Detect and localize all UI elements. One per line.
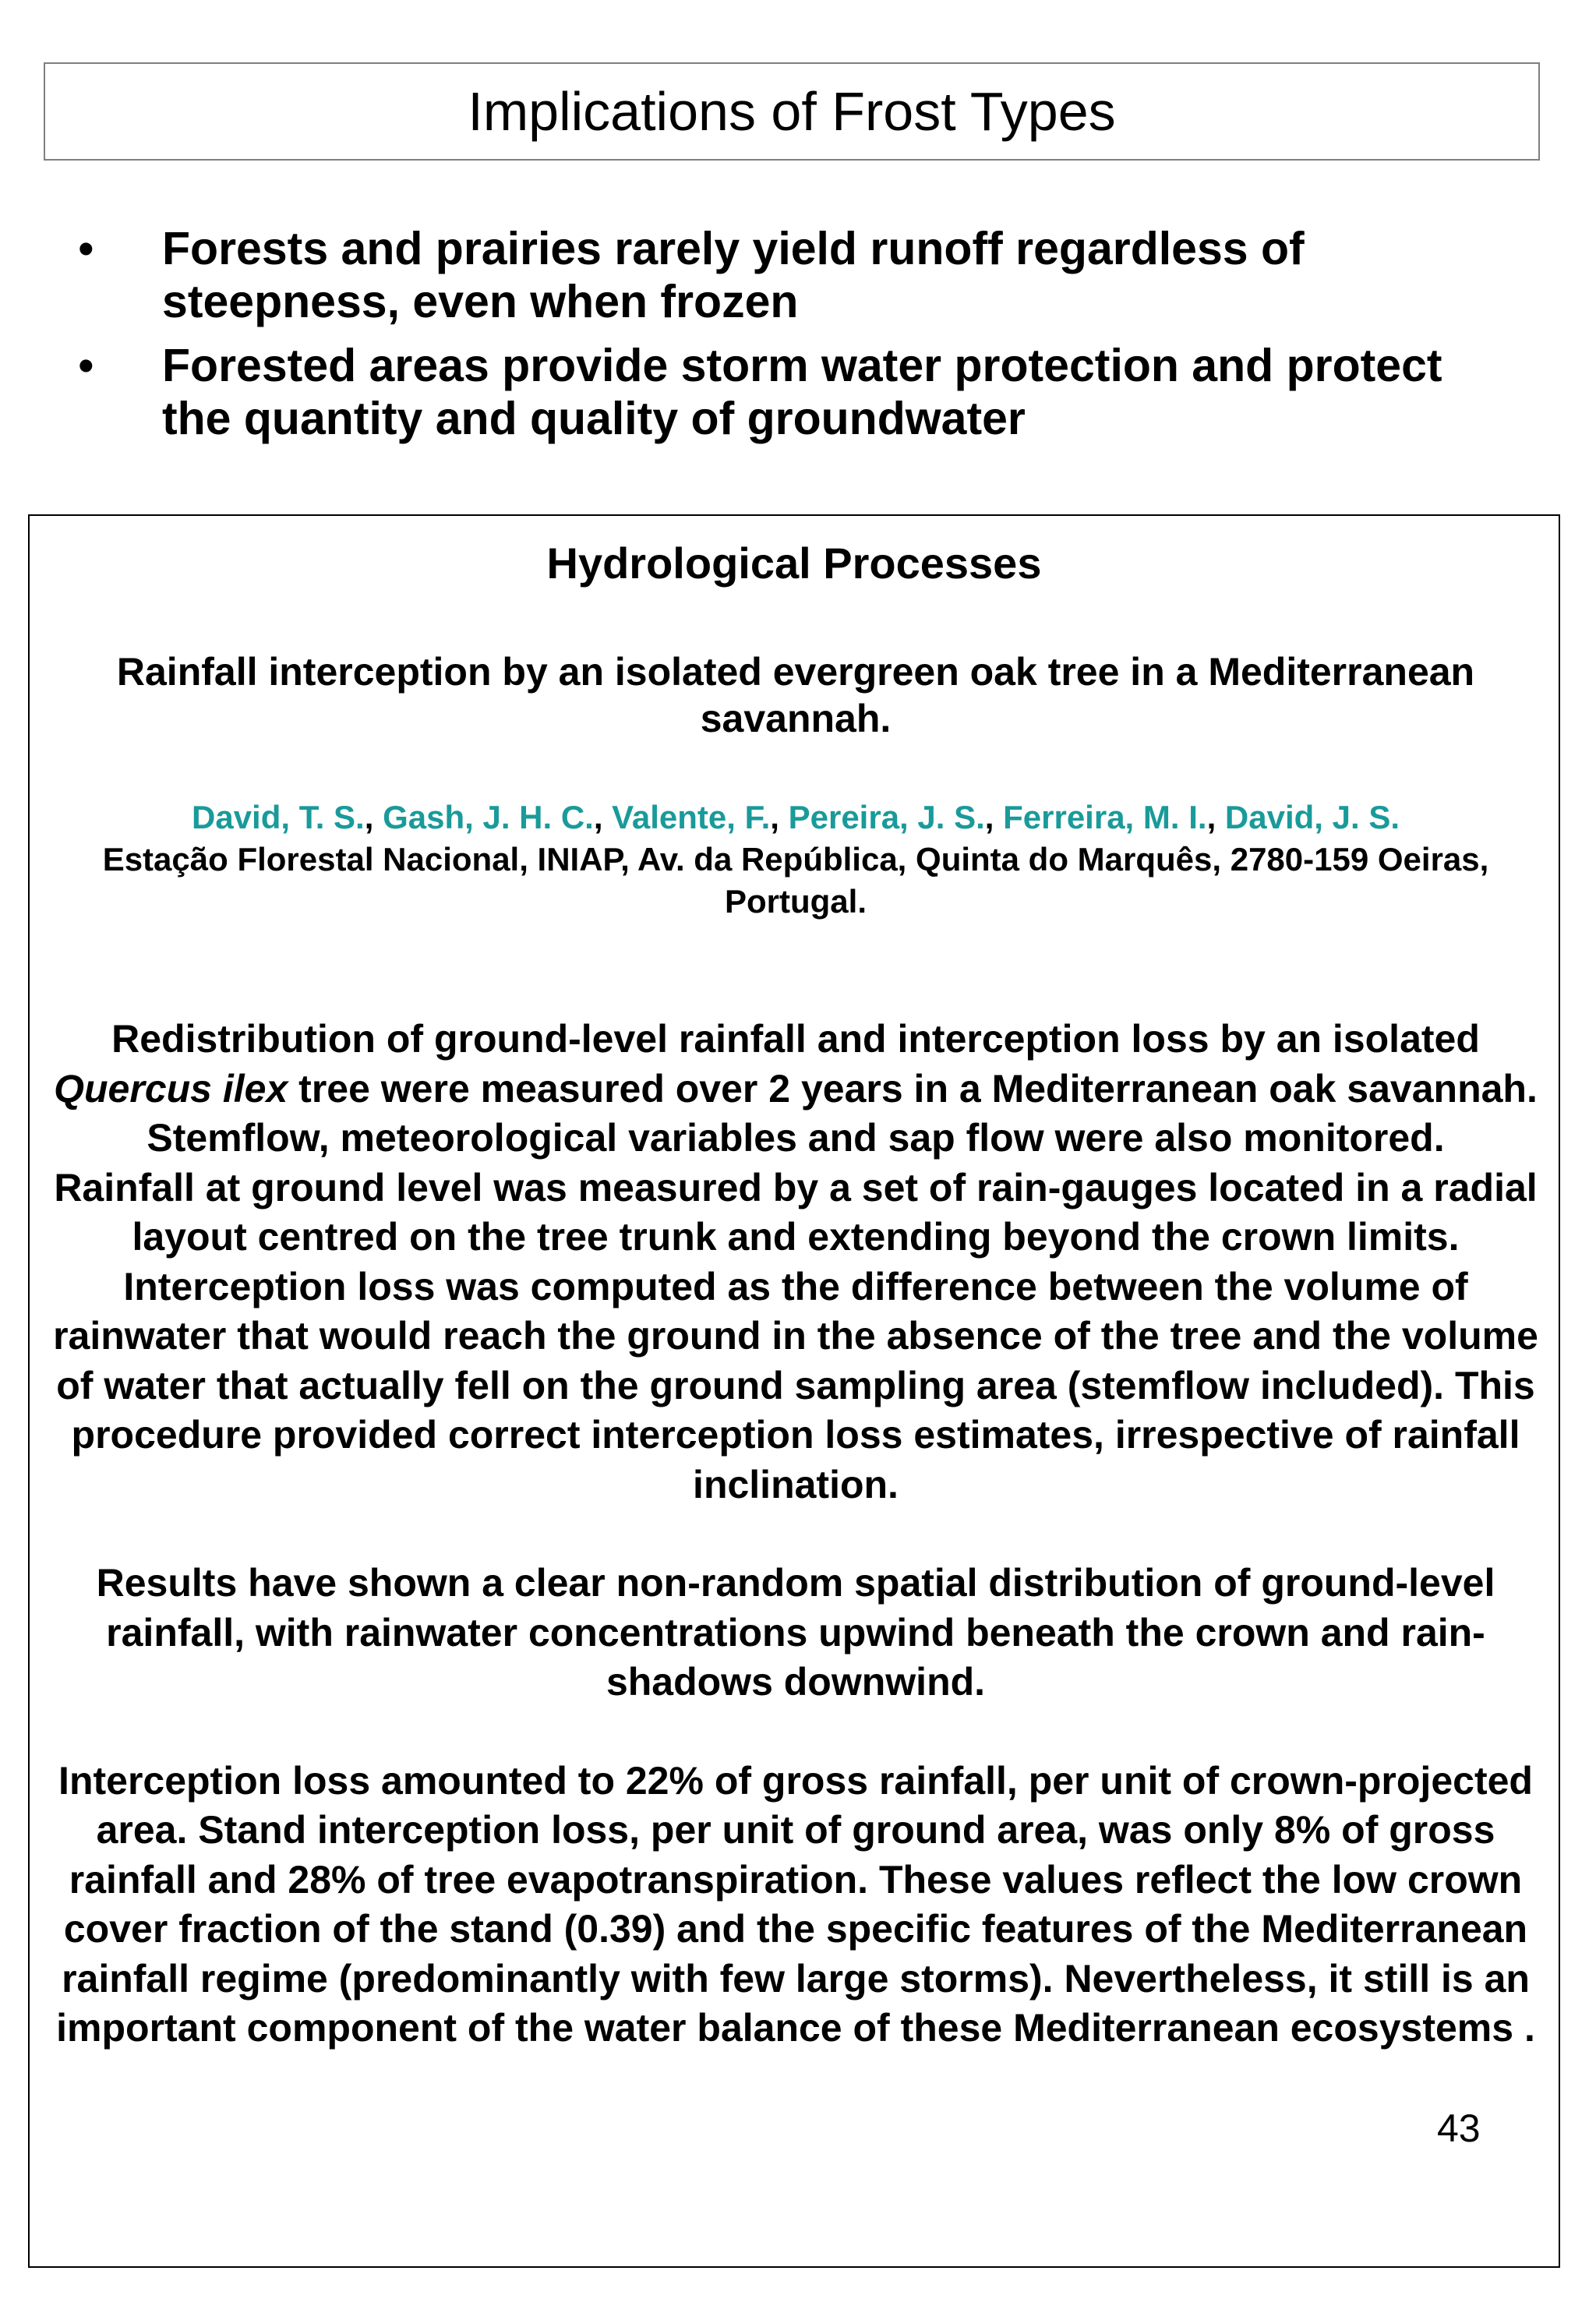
abstract-paragraph: Interception loss amounted to 22% of gross rainfall, per unit of crown-projected area. Stand interception loss, per unit of ground area, was only 8% of gross rainfall and 28% of tree evapotranspiration. These values reflect the low crown cover fraction of the stand (0.39) and the specific features of the Mediterranean rainfall regime (predominantly with few large storms). Nevertheless, it still is an important component of the water balance of these Mediterranean ecosystems .	[56, 1758, 1535, 2050]
bullet-marker: •	[78, 223, 94, 274]
slide-title-box	[44, 62, 1540, 161]
species-name: Quercus ilex	[54, 1066, 288, 1111]
abstract-paragraph	[53, 1015, 1538, 1164]
author-link[interactable]: Pereira, J. S.	[788, 799, 985, 835]
author-link[interactable]: Ferreira, M. I.	[1003, 799, 1207, 835]
abstract-text-segment: tree were measured over 2 years in a Mediterranean oak savannah. Stemflow, meteorological variables and sap flow were also monitored.	[147, 1066, 1538, 1160]
slide-title: Implications of Frost Types	[468, 81, 1116, 142]
author-link[interactable]: Gash, J. H. C.	[383, 799, 594, 835]
author-separator: ,	[984, 799, 1004, 835]
abstract-panel	[28, 514, 1560, 2268]
author-link[interactable]: David, J. S.	[1224, 799, 1400, 835]
affiliation: Estação Florestal Nacional, INIAP, Av. da República, Quinta do Marquês, 2780-159 Oeiras, Portugal.	[102, 841, 1489, 920]
bullet-list	[78, 222, 1512, 456]
bullet-marker: •	[78, 340, 94, 391]
bullet-item	[78, 339, 1512, 445]
author-separator: ,	[770, 799, 789, 835]
author-link[interactable]: David, T. S.	[192, 799, 365, 835]
abstract-text	[53, 1015, 1538, 2054]
abstract-paragraph: Results have shown a clear non-random spatial distribution of ground-level rainfall, with rainwater concentrations upwind beneath the crown and rain-shadows downwind.	[96, 1561, 1495, 1704]
author-separator: ,	[364, 799, 383, 835]
paragraph-gap	[53, 1707, 1538, 1757]
page-number: 43	[1437, 2106, 1481, 2150]
bullet-text: Forested areas provide storm water protection and protect the quantity and quality of groundwater	[162, 340, 1442, 444]
panel-heading: Hydrological Processes	[546, 539, 1042, 588]
bullet-text: Forests and prairies rarely yield runoff regardless of steepness, even when frozen	[162, 223, 1305, 327]
paragraph-gap	[53, 1510, 1538, 1559]
author-block	[45, 796, 1546, 923]
abstract-paragraph: Rainfall at ground level was measured by a set of rain-gauges located in a radial layout centred on the tree trunk and extending beyond the crown limits.	[54, 1165, 1538, 1259]
paper-title: Rainfall interception by an isolated evergreen oak tree in a Mediterranean savannah.	[116, 650, 1475, 740]
abstract-paragraph: Interception loss was computed as the difference between the volume of rainwater that would reach the ground in the absence of the tree and the volume of water that actually fell on the ground sampling area (stemflow included). This procedure provided correct interception loss estimates, irrespective of rainfall inclination.	[53, 1264, 1538, 1506]
abstract-text-segment: Redistribution of ground-level rainfall and interception loss by an isolated	[111, 1017, 1480, 1061]
author-link[interactable]: Valente, F.	[612, 799, 771, 835]
bullet-item	[78, 222, 1512, 328]
author-separator: ,	[1206, 799, 1225, 835]
author-separator: ,	[593, 799, 613, 835]
